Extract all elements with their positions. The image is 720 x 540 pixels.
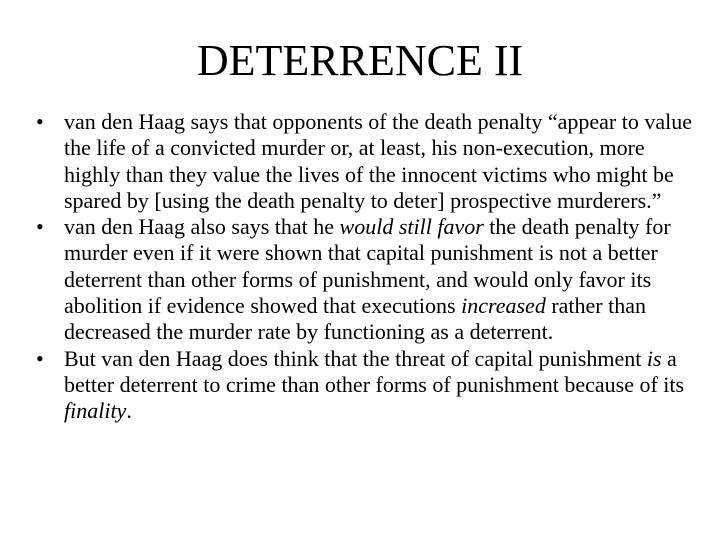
bullet-text-segment: van den Haag also says that he	[64, 214, 340, 240]
bullet-item-1	[36, 109, 696, 214]
bullet-text-segment: the death penalty for murder even if it were shown that capital punishment is not a better deterrent than other forms of punishment, and would only favor its abolition if evidence showed that executions	[64, 214, 671, 319]
bullet-item-2	[36, 214, 696, 345]
emphasis-increased: increased	[461, 293, 546, 319]
bullet-dot-icon: •	[36, 214, 44, 240]
bullet-text-segment: van den Haag says that opponents of the death penalty “appear to value the life of a convicted murder or, at least, his non-execution, more highly than they value the lives of the innocent victims who might be spared by [using the death penalty to deter] prospective murderers.”	[64, 109, 692, 213]
emphasis-finality: finality	[64, 398, 127, 424]
bullet-item-3	[36, 346, 696, 425]
bullet-dot-icon: •	[36, 345, 44, 371]
bullet-text-1	[64, 109, 692, 213]
bullet-list	[36, 109, 696, 425]
emphasis-would-still-favor: would still favor	[339, 214, 484, 240]
bullet-text-3	[64, 346, 684, 424]
bullet-text-2	[64, 214, 671, 344]
bullet-text-segment: But van den Haag does think that the threat of capital punishment	[64, 345, 647, 371]
bullet-dot-icon: •	[36, 109, 44, 134]
emphasis-is: is	[646, 345, 662, 371]
bullet-text-segment: .	[126, 398, 132, 424]
slide-title: DETERRENCE II	[196, 36, 524, 85]
bullet-text-segment: a better deterrent to crime than other forms of punishment because of its	[64, 345, 685, 397]
bullet-text-segment: rather than decreased the murder rate by functioning as a deterrent.	[64, 293, 646, 345]
